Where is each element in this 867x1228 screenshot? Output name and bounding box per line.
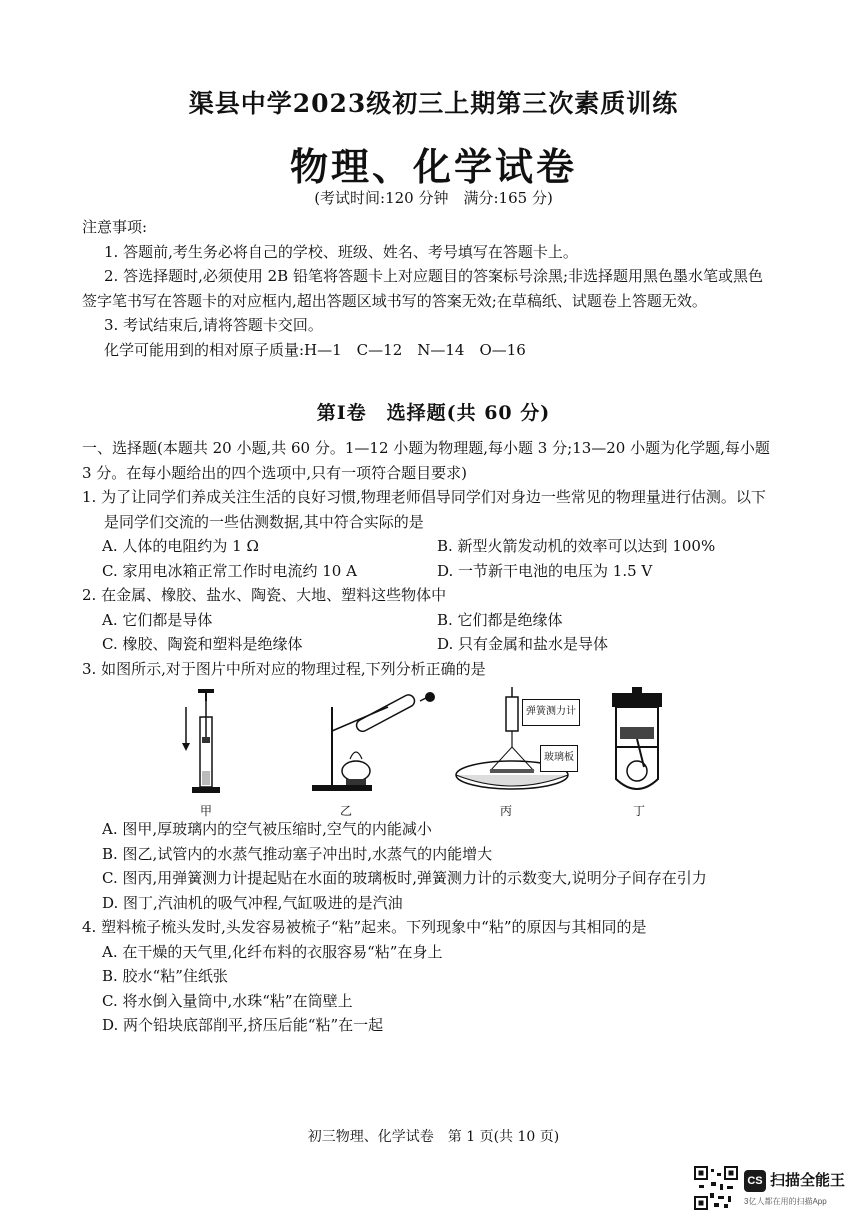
fig-label-jia: 甲: [200, 804, 213, 818]
q3-option-d: D. 图丁,汽油机的吸气冲程,气缸吸进的是汽油: [102, 893, 403, 912]
q4-option-a: A. 在干燥的天气里,化纤布料的衣服容易“粘”在身上: [102, 942, 443, 961]
q4-option-b: B. 胶水“粘”住纸张: [102, 967, 228, 985]
q1-stem: 1. 为了让同学们养成关注生活的良好习惯,物理老师倡导同学们对身边一些常见的物理量进行估测。以下是同学们交流的一些估测数据,其中符合实际的是: [82, 488, 766, 531]
notice-block: [82, 215, 772, 362]
school-title: 渠县中学2023级初三上期第三次素质训练: [188, 89, 679, 118]
camscanner-logo: CS: [744, 1170, 766, 1192]
exam-info: (考试时间:120 分钟 满分:165 分): [314, 189, 553, 207]
fig-label-bing: 丙: [500, 804, 513, 818]
fig-label-ding: 丁: [633, 804, 646, 818]
tag-spring-scale: 弹簧测力计: [522, 699, 580, 726]
q4-option-d: D. 两个铅块底部削平,挤压后能“粘”在一起: [102, 1016, 384, 1034]
q2-option-d: D. 只有金属和盐水是导体: [437, 635, 609, 653]
page-footer: 初三物理、化学试卷 第 1 页(共 10 页): [307, 1129, 560, 1145]
q3-option-b: B. 图乙,试管内的水蒸气推动塞子冲出时,水蒸气的内能增大: [102, 844, 493, 863]
q2-option-b: B. 它们都是绝缘体: [437, 610, 563, 629]
notice-item-3: 3. 考试结束后,请将答题卡交回。: [104, 316, 323, 334]
fig-ding-engine: [602, 687, 672, 797]
q1-option-d: D. 一节新干电池的电压为 1.5 V: [437, 561, 653, 580]
fig-label-yi: 乙: [340, 804, 353, 818]
q3-figures: [82, 687, 772, 817]
q4-option-c: C. 将水倒入量筒中,水珠“粘”在筒壁上: [102, 991, 353, 1010]
fig-jia-compression-tube: [182, 687, 232, 797]
q3-stem: 3. 如图所示,对于图片中所对应的物理过程,下列分析正确的是: [82, 659, 486, 678]
q3-option-a: A. 图甲,厚玻璃内的空气被压缩时,空气的内能减小: [102, 820, 432, 838]
q2-option-c: C. 橡胶、陶瓷和塑料是绝缘体: [102, 635, 303, 653]
notice-item-2: 2. 答选择题时,必须使用 2B 铅笔将答题卡上对应题目的答案标号涂黑;非选择题用黑色墨水笔或黑色签字笔书写在答题卡的对应框内,超出答题区域书写的答案无效;在草稿纸、试题卷上答题无效。: [82, 267, 764, 310]
scanner-badge: [694, 1166, 854, 1222]
tag-glass-plate: 玻璃板: [540, 745, 578, 772]
camscanner-tagline: 3亿人都在用的扫描App: [744, 1197, 827, 1206]
paper-title: 物理、化学试卷: [289, 144, 577, 189]
qr-code-icon: [694, 1166, 738, 1210]
fig-yi-test-tube: [292, 687, 442, 797]
q2-stem: 2. 在金属、橡胶、盐水、陶瓷、大地、塑料这些物体中: [82, 586, 447, 604]
q1-options: [82, 534, 772, 583]
section-instructions: 一、选择题(本题共 20 小题,共 60 分。1—12 小题为物理题,每小题 3 分;13—20 小题为化学题,每小题 3 分。在每小题给出的四个选项中,只有一项符合题目要求): [82, 439, 770, 482]
notice-heading: 注意事项:: [82, 218, 148, 236]
notice-item-1: 1. 答题前,考生务必将自己的学校、班级、姓名、考号填写在答题卡上。: [104, 242, 578, 261]
questions-block: [82, 436, 772, 1038]
q3-option-c: C. 图丙,用弹簧测力计提起贴在水面的玻璃板时,弹簧测力计的示数变大,说明分子间存在引力: [102, 869, 707, 887]
q1-option-b: B. 新型火箭发动机的效率可以达到 100%: [437, 537, 716, 555]
q1-option-c: C. 家用电冰箱正常工作时电流约 10 A: [102, 561, 357, 580]
atomic-mass: 化学可能用到的相对原子质量:H—1 C—12 N—14 O—16: [104, 340, 526, 359]
camscanner-name: 扫描全能王: [770, 1172, 846, 1189]
q1-option-a: A. 人体的电阻约为 1 Ω: [102, 537, 259, 555]
q2-options: [82, 608, 772, 657]
section-title: 第Ⅰ卷 选择题(共 60 分): [316, 402, 551, 424]
q4-stem: 4. 塑料梳子梳头发时,头发容易被梳子“粘”起来。下列现象中“粘”的原因与其相同的是: [82, 918, 647, 936]
q2-option-a: A. 它们都是导体: [102, 610, 213, 629]
